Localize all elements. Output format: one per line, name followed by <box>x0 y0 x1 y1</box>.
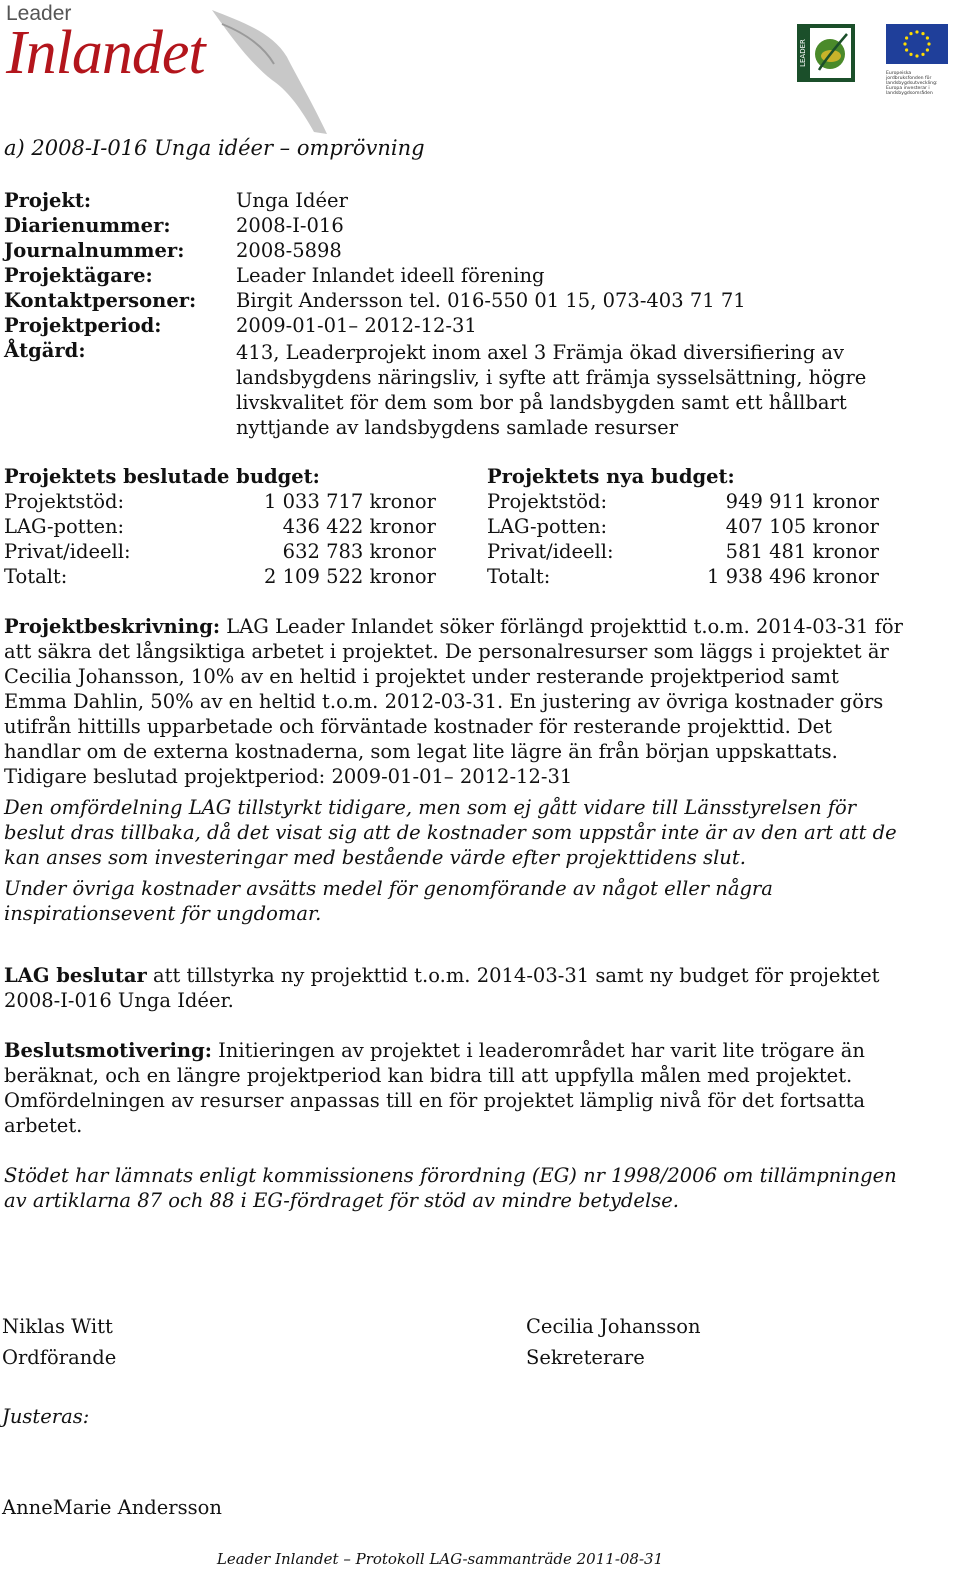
budget-row <box>4 539 444 564</box>
budget-label: Totalt: <box>487 565 551 588</box>
field-label: Diarienummer: <box>4 214 171 237</box>
field-value-atgard: 413, Leaderprojekt inom axel 3 Främja ökad diversifiering av landsbygdens näringsliv, i syfte att främja sysselsättning, högre livskvalitet för dem som bor på landsbygden samt ett hållbart nyttjande av landsbygdens samlade resurser <box>236 341 867 439</box>
description-label: Projektbeskrivning: <box>4 615 221 638</box>
project-description <box>4 614 904 764</box>
eu-emblem <box>886 24 948 96</box>
decision-motivation <box>4 1038 904 1138</box>
signature-left <box>2 1311 116 1373</box>
field-row-projektperiod <box>4 313 477 338</box>
description-text: LAG Leader Inlandet söker förlängd projekttid t.o.m. 2014-03-31 för att säkra det långsiktiga arbetet i projektet. De personalresurser som läggs i projektet är Cecilia Johansson, 10% av en heltid i projektet under resterande projektperiod samt Emma Dahlin, 50% av en heltid t.o.m. 2012-03-31. En justering av övriga kostnader görs utifrån hittills upparbetade och förväntade kostnader för resterande projekttid. Det handlar om de externa kostnaderna, som legat lite lägre än från början uppskattats. <box>4 615 903 763</box>
budget-new <box>487 464 887 589</box>
logo-inlandet-text: Inlandet <box>6 19 205 87</box>
budget-label: LAG-potten: <box>4 515 125 538</box>
field-value: 2008-5898 <box>236 239 342 262</box>
signature-right <box>526 1311 701 1373</box>
budget-label: Projektstöd: <box>4 490 125 513</box>
description-italic-2: Under övriga kostnader avsätts medel för genomförande av något eller några inspirationsevent för ungdomar. <box>4 877 773 925</box>
support-note: Stödet har lämnats enligt kommissionens förordning (EG) nr 1998/2006 om tillämpningen av artiklarna 87 och 88 i EG-fördraget för stöd av mindre betydelse. <box>4 1164 897 1212</box>
field-value: Unga Idéer <box>236 189 348 212</box>
budget-row <box>487 489 887 514</box>
budget-old <box>4 464 444 589</box>
signature-role: Ordförande <box>2 1346 117 1369</box>
field-label: Kontaktpersoner: <box>4 289 197 312</box>
eagle-logo-icon <box>192 2 332 142</box>
previous-period: Tidigare beslutad projektperiod: 2009-01-01– 2012-12-31 <box>4 765 573 788</box>
budget-value: 581 481 kronor <box>725 540 879 563</box>
budget-value: 632 783 kronor <box>282 540 436 563</box>
signature-name: Cecilia Johansson <box>526 1315 701 1338</box>
field-label: Projektägare: <box>4 264 153 287</box>
eu-flag-icon <box>886 24 948 64</box>
budget-value: 949 911 kronor <box>725 490 879 513</box>
leader-emblem-text: LEADER <box>799 39 807 67</box>
motivation-label: Beslutsmotivering: <box>4 1039 212 1062</box>
field-label-atgard: Åtgärd: <box>4 339 86 362</box>
logo-leader-text: Leader <box>6 2 72 25</box>
field-label: Journalnummer: <box>4 239 185 262</box>
budget-row <box>4 514 444 539</box>
budget-value: 1 033 717 kronor <box>264 490 436 513</box>
budget-row <box>487 539 887 564</box>
lag-decision <box>4 963 904 1013</box>
budget-row <box>487 514 887 539</box>
budget-label: Totalt: <box>4 565 68 588</box>
eu-caption: Europeiska jordbruksfonden för landsbygdsutveckling: Europa investerar i landsbygdsområden <box>886 71 938 96</box>
budget-row <box>4 564 444 589</box>
field-label: Projektperiod: <box>4 314 162 337</box>
page-footer: Leader Inlandet – Protokoll LAG-sammanträde 2011-08-31 <box>216 1550 664 1568</box>
motivation-text: Initieringen av projektet i leaderområdet har varit lite trögare än beräknat, och en längre projektperiod kan bidra till att uppfylla målen med projektet. Omfördelningen av resurser anpassas till en för projektet lämplig nivå för det fortsatta arbetet. <box>4 1039 866 1137</box>
justerare-name: AnneMarie Andersson <box>2 1496 222 1519</box>
budget-new-title: Projektets nya budget: <box>487 465 735 488</box>
budget-value: 436 422 kronor <box>282 515 436 538</box>
field-value: Leader Inlandet ideell förening <box>236 264 545 287</box>
page-title: a) 2008-I-016 Unga idéer – omprövning <box>4 136 425 160</box>
field-value: Birgit Andersson tel. 016-550 01 15, 073-403 71 71 <box>236 289 746 312</box>
budget-label: Privat/ideell: <box>487 540 614 563</box>
budget-row <box>487 564 887 589</box>
field-row-projektagare <box>4 263 545 288</box>
budget-value: 2 109 522 kronor <box>264 565 436 588</box>
budget-value: 1 938 496 kronor <box>707 565 879 588</box>
budget-label: LAG-potten: <box>487 515 608 538</box>
field-value: 2008-I-016 <box>236 214 344 237</box>
field-row-diarienummer <box>4 213 344 238</box>
field-row-kontaktpersoner <box>4 288 746 313</box>
field-row-projekt <box>4 188 348 213</box>
decision-label: LAG beslutar <box>4 964 147 987</box>
signature-role: Sekreterare <box>526 1346 645 1369</box>
budget-old-title: Projektets beslutade budget: <box>4 465 320 488</box>
field-label: Projekt: <box>4 189 92 212</box>
leader-emblem <box>797 24 855 82</box>
budget-label: Projektstöd: <box>487 490 608 513</box>
description-italic-1: Den omfördelning LAG tillstyrkt tidigare, men som ej gått vidare till Länsstyrelsen för beslut dras tillbaka, då det visat sig att de kostnader som uppstår inte är av den art att de kan anses som investeringar med bestående värde efter projekttidens slut. <box>4 796 897 869</box>
budget-value: 407 105 kronor <box>725 515 879 538</box>
decision-text: att tillstyrka ny projekttid t.o.m. 2014-03-31 samt ny budget för projektet 2008-I-016 Unga Idéer. <box>4 964 880 1012</box>
budget-label: Privat/ideell: <box>4 540 131 563</box>
budget-row <box>4 489 444 514</box>
field-value: 2009-01-01– 2012-12-31 <box>236 314 477 337</box>
field-row-journalnummer <box>4 238 342 263</box>
justeras-label: Justeras: <box>2 1405 90 1428</box>
signature-name: Niklas Witt <box>2 1315 113 1338</box>
